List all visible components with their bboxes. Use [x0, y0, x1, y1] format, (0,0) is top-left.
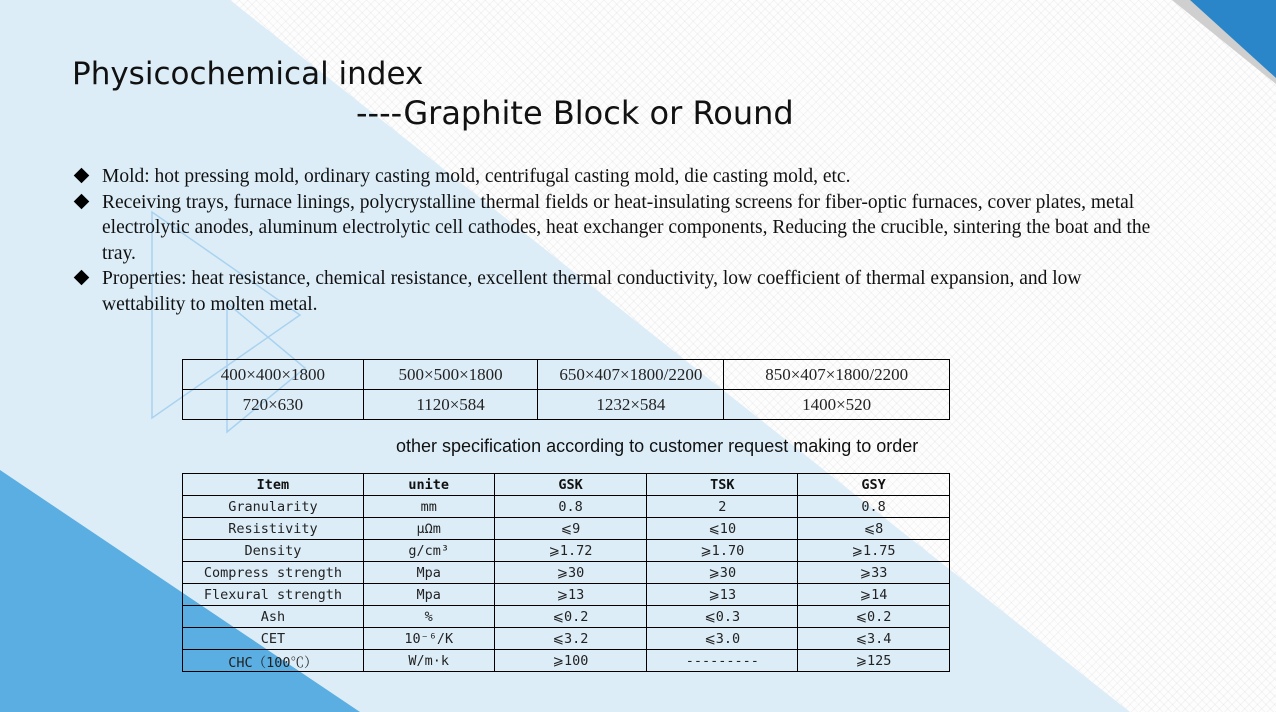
table-cell: ⩽3.0: [647, 628, 798, 650]
table-cell: ⩽0.2: [494, 606, 647, 628]
size-cell: 1232×584: [538, 390, 724, 420]
bullet-item: [74, 190, 1164, 267]
table-cell: ⩾1.72: [494, 540, 647, 562]
table-row: [183, 518, 950, 540]
table-cell: Mpa: [363, 562, 494, 584]
table-row: [183, 584, 950, 606]
page-subtitle: ----Graphite Block or Round: [356, 94, 794, 132]
table-cell: Resistivity: [183, 518, 364, 540]
table-cell: ⩾14: [798, 584, 950, 606]
table-cell: ⩾33: [798, 562, 950, 584]
table-cell: ⩾13: [647, 584, 798, 606]
table-cell: ⩾1.75: [798, 540, 950, 562]
column-header: Item: [183, 474, 364, 496]
table-cell: ⩽3.4: [798, 628, 950, 650]
table-cell: ⩽9: [494, 518, 647, 540]
column-header: GSK: [494, 474, 647, 496]
table-cell: Flexural strength: [183, 584, 364, 606]
diamond-bullet-icon: [74, 193, 90, 209]
size-cell: 720×630: [183, 390, 364, 420]
table-cell: ⩽10: [647, 518, 798, 540]
size-cell: 850×407×1800/2200: [724, 360, 950, 390]
table-row: [183, 540, 950, 562]
table-cell: Granularity: [183, 496, 364, 518]
bullet-item: [74, 266, 1164, 317]
column-header: unite: [363, 474, 494, 496]
table-row: [183, 496, 950, 518]
size-cell: 1120×584: [363, 390, 538, 420]
bullet-list: [74, 164, 1164, 317]
table-cell: ⩽0.3: [647, 606, 798, 628]
table-header-row: [183, 474, 950, 496]
table-row: [183, 562, 950, 584]
table-cell: W/m·k: [363, 650, 494, 672]
table-cell: 10⁻⁶/K: [363, 628, 494, 650]
size-cell: 650×407×1800/2200: [538, 360, 724, 390]
table-cell: ⩾13: [494, 584, 647, 606]
table-cell: CHC（100℃）: [183, 650, 364, 672]
bullet-item: [74, 164, 1164, 190]
bullet-text: Receiving trays, furnace linings, polycrystalline thermal fields or heat-insulating screens for fiber-optic furnaces, cover plates, metal electrolytic anodes, aluminum electrolytic cell cathodes, heat exchanger components, Reducing the crucible, sintering the boat and the tray.: [102, 191, 1151, 264]
table-cell: μΩm: [363, 518, 494, 540]
table-cell: 2: [647, 496, 798, 518]
column-header: TSK: [647, 474, 798, 496]
table-cell: 0.8: [494, 496, 647, 518]
table-cell: g/cm³: [363, 540, 494, 562]
table-cell: Density: [183, 540, 364, 562]
table-row: [183, 650, 950, 672]
table-cell: ⩾1.70: [647, 540, 798, 562]
table-cell: ⩽8: [798, 518, 950, 540]
size-cell: 500×500×1800: [363, 360, 538, 390]
size-table: [182, 359, 950, 420]
table-cell: ⩾125: [798, 650, 950, 672]
table-cell: ⩾100: [494, 650, 647, 672]
table-row: [183, 606, 950, 628]
diamond-bullet-icon: [74, 270, 90, 286]
table-cell: 0.8: [798, 496, 950, 518]
table-cell: ⩽3.2: [494, 628, 647, 650]
page-title: Physicochemical index: [72, 56, 424, 92]
spec-table: [182, 473, 950, 672]
size-cell: 400×400×1800: [183, 360, 364, 390]
diamond-bullet-icon: [74, 168, 90, 184]
table-cell: ⩽0.2: [798, 606, 950, 628]
table-cell: ⩾30: [494, 562, 647, 584]
column-header: GSY: [798, 474, 950, 496]
table-cell: CET: [183, 628, 364, 650]
table-row: [183, 628, 950, 650]
table-cell: %: [363, 606, 494, 628]
table-cell: ---------: [647, 650, 798, 672]
table-row: [183, 360, 950, 390]
table-cell: Compress strength: [183, 562, 364, 584]
specification-note: other specification according to customer request making to order: [396, 436, 919, 456]
bullet-text: Properties: heat resistance, chemical resistance, excellent thermal conductivity, low coefficient of thermal expansion, and low wettability to molten metal.: [102, 268, 1082, 315]
table-cell: Mpa: [363, 584, 494, 606]
table-row: [183, 390, 950, 420]
bullet-text: Mold: hot pressing mold, ordinary casting mold, centrifugal casting mold, die casting mold, etc.: [102, 166, 851, 187]
table-cell: ⩾30: [647, 562, 798, 584]
table-cell: mm: [363, 496, 494, 518]
table-cell: Ash: [183, 606, 364, 628]
size-cell: 1400×520: [724, 390, 950, 420]
